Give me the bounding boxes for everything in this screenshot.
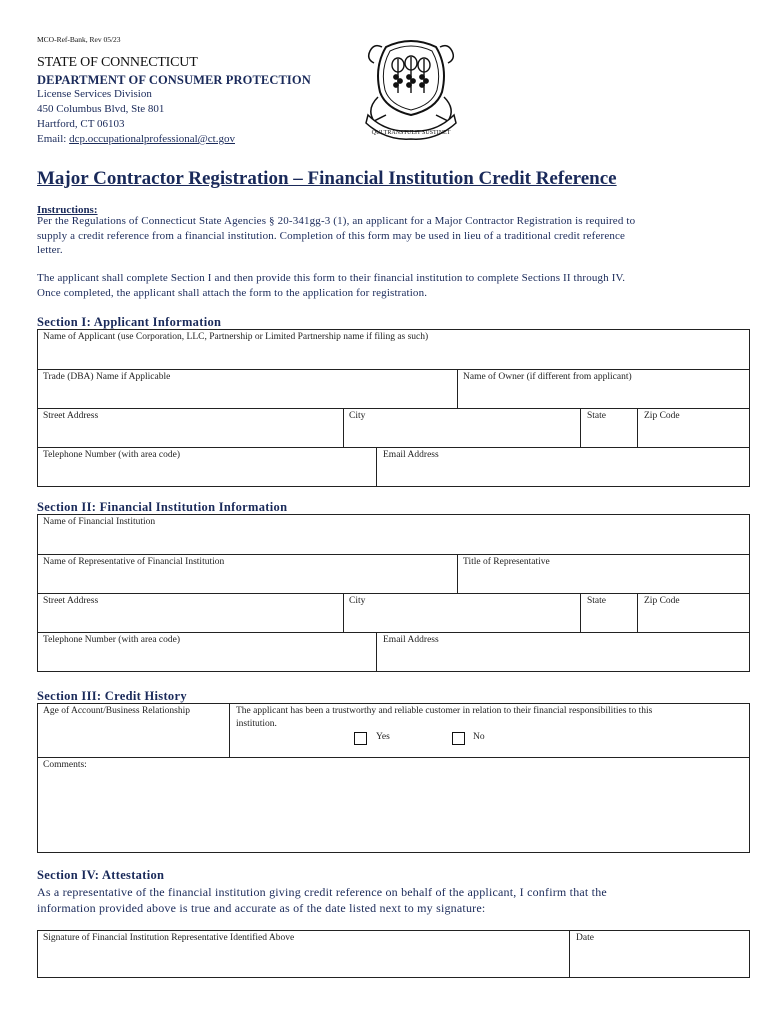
attestation-text: [37, 884, 737, 916]
instructions-line: letter.: [37, 244, 63, 256]
phone-label: Telephone Number (with area code): [43, 450, 181, 460]
division-name: License Services Division: [37, 88, 152, 100]
zip-label: Zip Code: [644, 411, 680, 421]
applicant-name-label: Name of Applicant (use Corporation, LLC, Partnership or Limited Partnership name if filing as such): [43, 332, 429, 342]
yes-checkbox[interactable]: [354, 732, 367, 745]
city-label: City: [349, 596, 366, 606]
email-label: Email Address: [383, 635, 439, 645]
form-reference: MCO-Ref-Bank, Rev 05/23: [37, 35, 121, 44]
instructions-paragraph-1: [37, 214, 737, 258]
date-label: Date: [576, 933, 594, 943]
instructions-line: Once completed, the applicant shall attach the form to the application for registration.: [37, 286, 428, 299]
state-name: STATE OF CONNECTICUT: [37, 55, 198, 70]
institution-name-label: Name of Financial Institution: [43, 517, 156, 527]
street-label: Street Address: [43, 596, 99, 606]
email-link[interactable]: dcp.occupationalprofessional@ct.gov: [69, 133, 235, 145]
attestation-line: information provided above is true and accurate as of the date listed next to my signature:: [37, 901, 486, 915]
signature-label: Signature of Financial Institution Representative Identified Above: [43, 933, 295, 943]
street-label: Street Address: [43, 411, 99, 421]
seal-motto: QUI TRANSTULIT SUSTINET: [371, 130, 451, 136]
no-checkbox[interactable]: [452, 732, 465, 745]
yes-label: Yes: [376, 732, 390, 742]
state-label: State: [587, 411, 606, 421]
state-seal-icon: [356, 37, 466, 141]
email-line: [37, 133, 235, 145]
account-age-label: Age of Account/Business Relationship: [43, 706, 190, 716]
comments-field[interactable]: [37, 757, 750, 853]
credit-statement-line-1: The applicant has been a trustworthy and reliable customer in relation to their financial responsibilities to this: [236, 706, 653, 716]
no-label: No: [473, 732, 485, 742]
instructions-line: supply a credit reference from a financial institution. Completion of this form may be used in lieu of a traditional credit reference: [37, 229, 626, 242]
institution-city-field[interactable]: [343, 593, 581, 633]
state-label: State: [587, 596, 606, 606]
department-name: DEPARTMENT OF CONSUMER PROTECTION: [37, 73, 311, 87]
phone-label: Telephone Number (with area code): [43, 635, 181, 645]
section-4-heading: Section IV: Attestation: [37, 868, 165, 882]
instructions-heading: Instructions:: [37, 204, 98, 216]
rep-title-label: Title of Representative: [463, 557, 550, 567]
section-1-heading: Section I: Applicant Information: [37, 315, 222, 329]
instructions-paragraph-2: [37, 271, 737, 300]
dba-name-label: Trade (DBA) Name if Applicable: [43, 372, 171, 382]
credit-statement-line-2: institution.: [236, 719, 277, 729]
comments-label: Comments:: [43, 760, 87, 770]
section-3-heading: Section III: Credit History: [37, 689, 187, 703]
instructions-line: Per the Regulations of Connecticut State Agencies § 20-341gg-3 (1), an applicant for a Major Contractor Registration is required to: [37, 215, 636, 227]
street-address: 450 Columbus Blvd, Ste 801: [37, 103, 165, 115]
date-field[interactable]: [569, 930, 750, 978]
email-prefix: Email:: [37, 133, 70, 145]
attestation-line: As a representative of the financial institution giving credit reference on behalf of the applicant, I confirm that the: [37, 885, 607, 899]
owner-name-label: Name of Owner (if different from applicant): [463, 372, 632, 382]
city-label: City: [349, 411, 366, 421]
applicant-city-field[interactable]: [343, 408, 581, 448]
section-2-heading: Section II: Financial Institution Information: [37, 500, 288, 514]
page-title: Major Contractor Registration – Financial Institution Credit Reference: [37, 168, 617, 189]
city-address: Hartford, CT 06103: [37, 118, 125, 130]
zip-label: Zip Code: [644, 596, 680, 606]
instructions-line: The applicant shall complete Section I and then provide this form to their financial institution to complete Sections II through IV.: [37, 272, 626, 284]
email-label: Email Address: [383, 450, 439, 460]
rep-name-label: Name of Representative of Financial Institution: [43, 557, 225, 567]
